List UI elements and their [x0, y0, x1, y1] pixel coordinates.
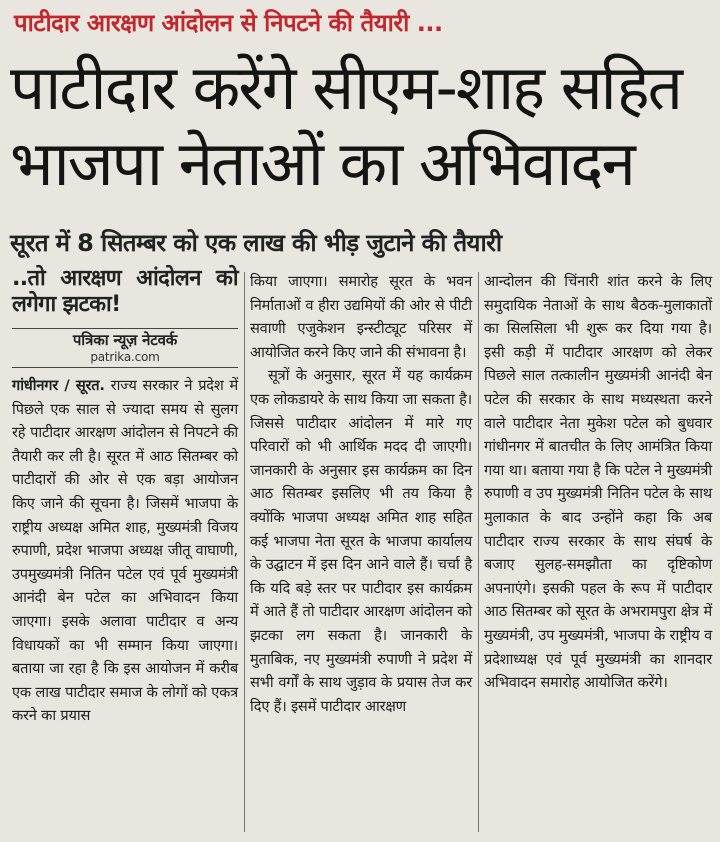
column-1-body [12, 374, 238, 728]
article-column-1 [12, 266, 238, 728]
source-site: patrika.com [90, 350, 160, 364]
dateline: गांधीनगर / सूरत. [12, 377, 105, 394]
kicker-headline: पाटीदार आरक्षण आंदोलन से निपटने की तैयारी ... [14, 9, 443, 37]
main-headline [10, 50, 715, 202]
byline-box [12, 328, 238, 368]
headline-line-2: भाजपा नेताओं का अभिवादन [10, 127, 634, 200]
column-divider [244, 272, 245, 832]
column-2-para-2: सूत्रों के अनुसार, सूरत में यह कार्यक्रम एक लोकडायरे के साथ किया जा सकता है। जिससे पाटीदार आंदोलन में मारे गए परिवारों को भी आर्थिक मदद दी जाएगी। जानकारी के अनुसार इस कार्यक्रम का दिन आठ सितम्बर इसलिए भी तय किया है क्योंकि भाजपा अध्यक्ष अमित शाह सहित कई भाजपा नेता सूरत के भाजपा कार्यालय के उद्घाटन में इस दिन आने वाले हैं। चर्चा है कि यदि बड़े स्तर पर पाटीदार इस कार्यक्रम में आते हैं तो पाटीदार आरक्षण आंदोलन को झटका लग सकता है। जानकारी के मुताबिक, नए मुख्यमंत्री रुपाणी ने प्रदेश में सभी वर्गों के साथ जुड़ाव के प्रयास तेज कर दिए हैं। इसमें पाटीदार आरक्षण [250, 367, 472, 715]
headline-line-1: पाटीदार करेंगे सीएम-शाह सहित [10, 51, 681, 124]
column-3-text: आन्दोलन की चिंनारी शांत करने के लिए समुदायिक नेताओं के साथ बैठक-मुलाकातों का सिलसिला भी शुरू कर दिया गया है। इसी कड़ी में पाटीदार आरक्षण को लेकर पिछले साल तत्कालीन मुख्यमंत्री आनंदी बेन पटेल की सरकार के साथ मध्यस्थता करने वाले पाटीदार नेता मुकेश पटेल को बुधवार गांधीनगर में बातचीत के लिए आमंत्रित किया गया था। बताया गया है कि पटेल ने मुख्यमंत्री रुपाणी व उप मुख्यमंत्री नितिन पटेल के साथ मुलाकात के बाद उन्होंने कहा कि अब पाटीदार राज्य सरकार के साथ संघर्ष के बजाए सुलह-समझौता का दृष्टिकोण अपनाएंगे। इसकी पहल के रूप में पाटीदार आठ सितम्बर को सूरत के अभरामपुरा क्षेत्र में मुख्यमंत्री, उप मुख्यमंत्री, भाजपा के राष्ट्रीय व प्रदेशाध्यक्ष एवं पूर्व मुख्यमंत्री का शानदार अभिवादन समारोह आयोजित करेंगे। [484, 273, 712, 692]
column-2-para-1: किया जाएगा। समारोह सूरत के भवन निर्माताओं व हीरा उद्यमियों की ओर से पीटी सवाणी एजुकेशन इन्स्टीट्यूट परिसर में आयोजित करने किए जाने की संभावना है। [250, 273, 472, 361]
subheadline: सूरत में 8 सितम्बर को एक लाख की भीड़ जुटाने की तैयारी [10, 229, 502, 257]
article-column-2 [250, 270, 472, 718]
deck-headline: ..तो आरक्षण आंदोलन को लगेगा झटका! [12, 266, 238, 317]
article-column-3 [484, 270, 712, 695]
column-1-text: राज्य सरकार ने प्रदेश में पिछले एक साल से ज्यादा समय से सुलग रहे पाटीदार आरक्षण आंदोलन से निपटने की तैयारी कर ली है। सूरत में आठ सितम्बर को पाटीदारों की ओर से एक बड़ा आयोजन किए जाने की सूचना है। जिसमें भाजपा के राष्ट्रीय अध्यक्ष अमित शाह, मुख्यमंत्री विजय रुपाणी, प्रदेश भाजपा अध्यक्ष जीतू वाघाणी, उपमुख्यमंत्री नितिन पटेल एवं पूर्व मुख्यमंत्री आनंदी बेन पटेल का अभिवादन किया जाएगा। इसके अलावा पाटीदार व अन्य विधायकों का भी सम्मान किया जाएगा। बताया जा रहा है कि इस आयोजन में करीब एक लाख पाटीदार समाज के लोगों को एकत्र करने का प्रयास [12, 377, 238, 725]
column-divider [478, 272, 479, 832]
byline: पत्रिका न्यूज़ नेटवर्क [72, 331, 178, 349]
